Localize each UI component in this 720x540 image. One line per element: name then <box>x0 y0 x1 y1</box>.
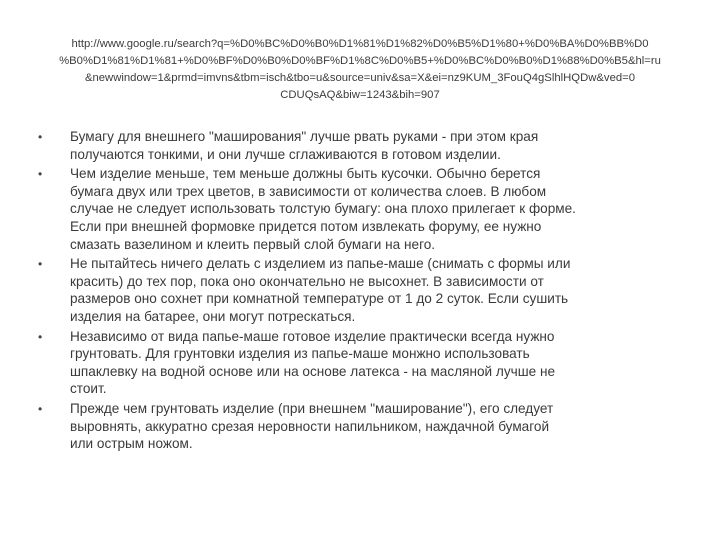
bullet-line: Не пытайтесь ничего делать с изделием из папье-маше (снимать с формы или <box>70 256 571 272</box>
bullet-line: Чем изделие меньше, тем меньше должны быть кусочки. Обычно берется <box>70 166 541 182</box>
bullet-item <box>38 328 688 398</box>
bullet-text <box>70 128 688 163</box>
url-line[interactable]: %B0%D1%81%D1%81+%D0%BF%D0%B0%D0%BF%D1%8C%D0%B5+%D0%BC%D0%B0%D1%88%D0%B5&hl=ru <box>59 55 661 67</box>
bullet-item <box>38 400 688 453</box>
bullet-line: бумага двух или трех цветов, в зависимости от количества слоев. В любом <box>70 183 547 199</box>
url-line[interactable]: &newwindow=1&prmd=imvns&tbm=isch&tbo=u&source=univ&sa=X&ei=nz9KUM_3FouQ4gSlhlHQDw&ved=0 <box>84 72 636 84</box>
bullet-text <box>70 400 688 453</box>
bullet-line: случае не следует использовать толстую бумагу: она плохо прилегает к форме. <box>70 201 576 217</box>
bullet-line: изделия на батарее, они могут потрескаться. <box>70 308 356 324</box>
bullet-text <box>70 328 688 398</box>
bullet-text <box>70 255 688 325</box>
bullet-line: размеров оно сохнет при комнатной температуре от 1 до 2 суток. Если сушить <box>70 291 569 307</box>
url-line[interactable]: http://www.google.ru/search?q=%D0%BC%D0%B0%D1%81%D1%82%D0%B5%D1%80+%D0%BA%D0%BB%D0 <box>71 38 649 50</box>
bullet-line: красить) до тех пор, пока оно окончательно не высохнет. В зависимости от <box>70 273 544 289</box>
bullet-line: получаются тонкими, и они лучше сглаживаются в готовом изделии. <box>70 146 501 162</box>
bullet-marker: • <box>38 167 43 182</box>
bullet-marker: • <box>38 401 43 416</box>
bullet-list <box>38 128 688 455</box>
bullet-line: шпаклевку на водной основе или на основе латекса - на масляной лучше не <box>70 363 556 379</box>
url-line[interactable]: CDUQsAQ&biw=1243&bih=907 <box>280 89 440 101</box>
bullet-line: Независимо от вида папье-маше готовое изделие практически всегда нужно <box>70 328 555 344</box>
bullet-item <box>38 255 688 325</box>
bullet-line: стоит. <box>70 381 107 397</box>
bullet-item <box>38 128 688 163</box>
bullet-line: Прежде чем грунтовать изделие (при внешнем "маширование"), его следует <box>70 400 554 416</box>
bullet-line: грунтовать. Для грунтовки изделия из папье-маше монжно использовать <box>70 346 530 362</box>
bullet-line: или острым ножом. <box>70 436 193 452</box>
bullet-line: смазать вазелином и клеить первый слой бумаги на него. <box>70 236 436 252</box>
bullet-marker: • <box>38 130 43 144</box>
bullet-line: выровнять, аккуратно срезая неровности напильником, наждачной бумагой <box>70 418 550 434</box>
bullet-marker: • <box>38 329 43 344</box>
bullet-text <box>70 165 688 253</box>
bullet-marker: • <box>38 257 43 272</box>
bullet-line: Бумагу для внешнего "маширования" лучше рвать руками - при этом края <box>70 129 539 144</box>
bullet-item <box>38 165 688 253</box>
bullet-line: Если при внешней формовке придется потом извлекать форуму, ее нужно <box>70 218 542 234</box>
source-url[interactable] <box>40 36 680 104</box>
